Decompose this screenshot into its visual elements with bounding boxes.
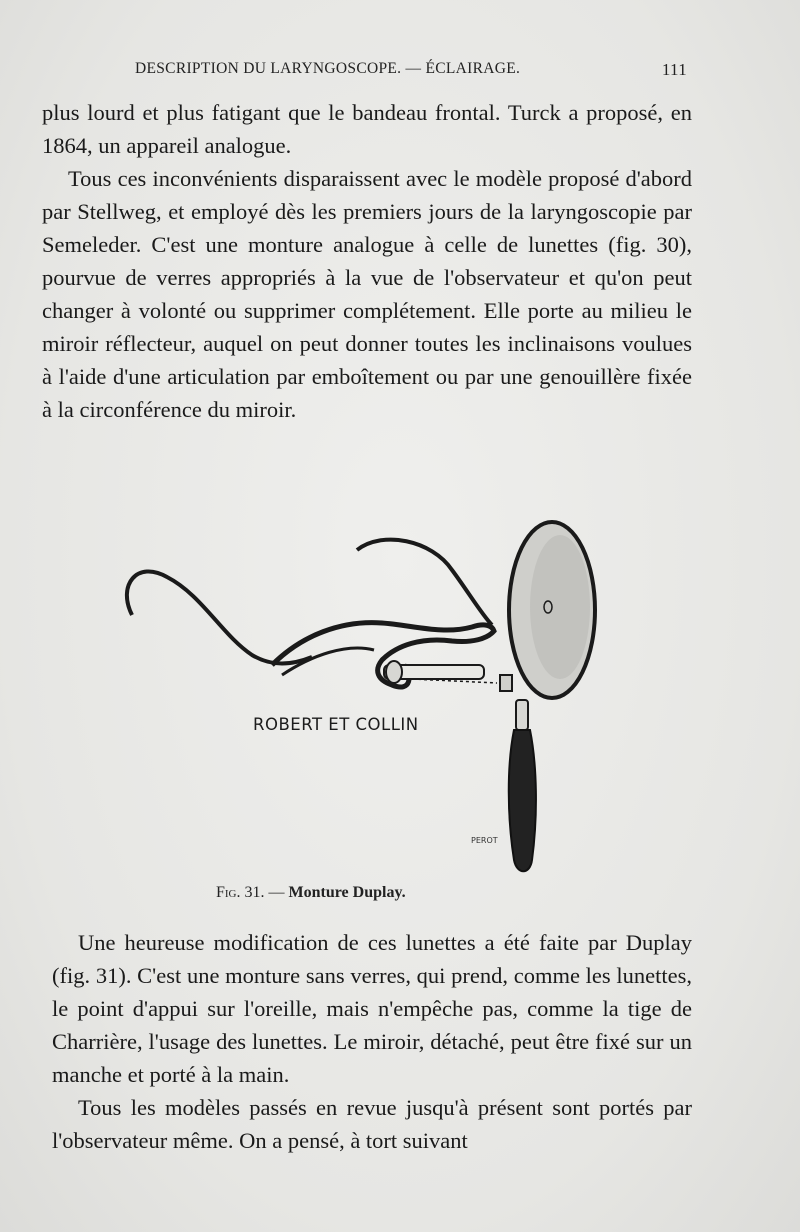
left-temple-arm: [127, 571, 312, 663]
header-title: DESCRIPTION DU LARYNGOSCOPE. — ÉCLAIRAGE.: [135, 60, 521, 77]
paragraph: plus lourd et plus fatigant que le bandeau frontal. Turck a proposé, en 1864, un appareil analogue.: [42, 100, 692, 158]
maker-inscription: ROBERT ET COLLIN: [253, 715, 419, 734]
paragraph: Une heureuse modification de ces lunettes a été faite par Duplay (fig. 31). C'est une monture sans verres, qui prend, comme les lunettes, le point d'appui sur l'oreille, mais n'empêche pas, comme la tige de Charrière, l'usage des lunettes. Le miroir, détaché, peut être fixé sur un manche et porté à la main.: [52, 930, 692, 1087]
right-temple-arm: [357, 540, 492, 625]
caption-title: Monture Duplay.: [288, 884, 406, 901]
caption-label: Fig. 31. —: [216, 884, 289, 901]
running-header: [135, 60, 687, 79]
text-block-top: [42, 96, 692, 426]
page-number: 111: [661, 60, 687, 79]
handle: [509, 730, 536, 871]
engraver-signature: PEROT: [471, 836, 498, 845]
duplay-mount-drawing: [112, 515, 702, 885]
paragraph: Tous les modèles passés en revue jusqu'à présent sont portés par l'observateur même. On a pensé, à tort suivant: [52, 1095, 692, 1153]
handle-collar: [516, 700, 528, 730]
paragraph: Tous ces inconvénients disparaissent avec le modèle proposé d'abord par Stellweg, et employé dès les premiers jours de la laryngoscopie par Semeleder. C'est une monture analogue à celle de lunettes (fig. 30), pourvue de verres appropriés à la vue de l'observateur et qu'on peut changer à volonté ou supprimer complétement. Elle porte au milieu le miroir réflecteur, auquel on peut donner toutes les inclinaisons voulues à l'aide d'une articulation par emboîtement ou par une genouillère fixée à la circonférence du miroir.: [42, 166, 692, 422]
figure-caption: [216, 884, 406, 902]
text-block-bottom: [52, 926, 692, 1157]
figure-illustration: [112, 515, 702, 885]
